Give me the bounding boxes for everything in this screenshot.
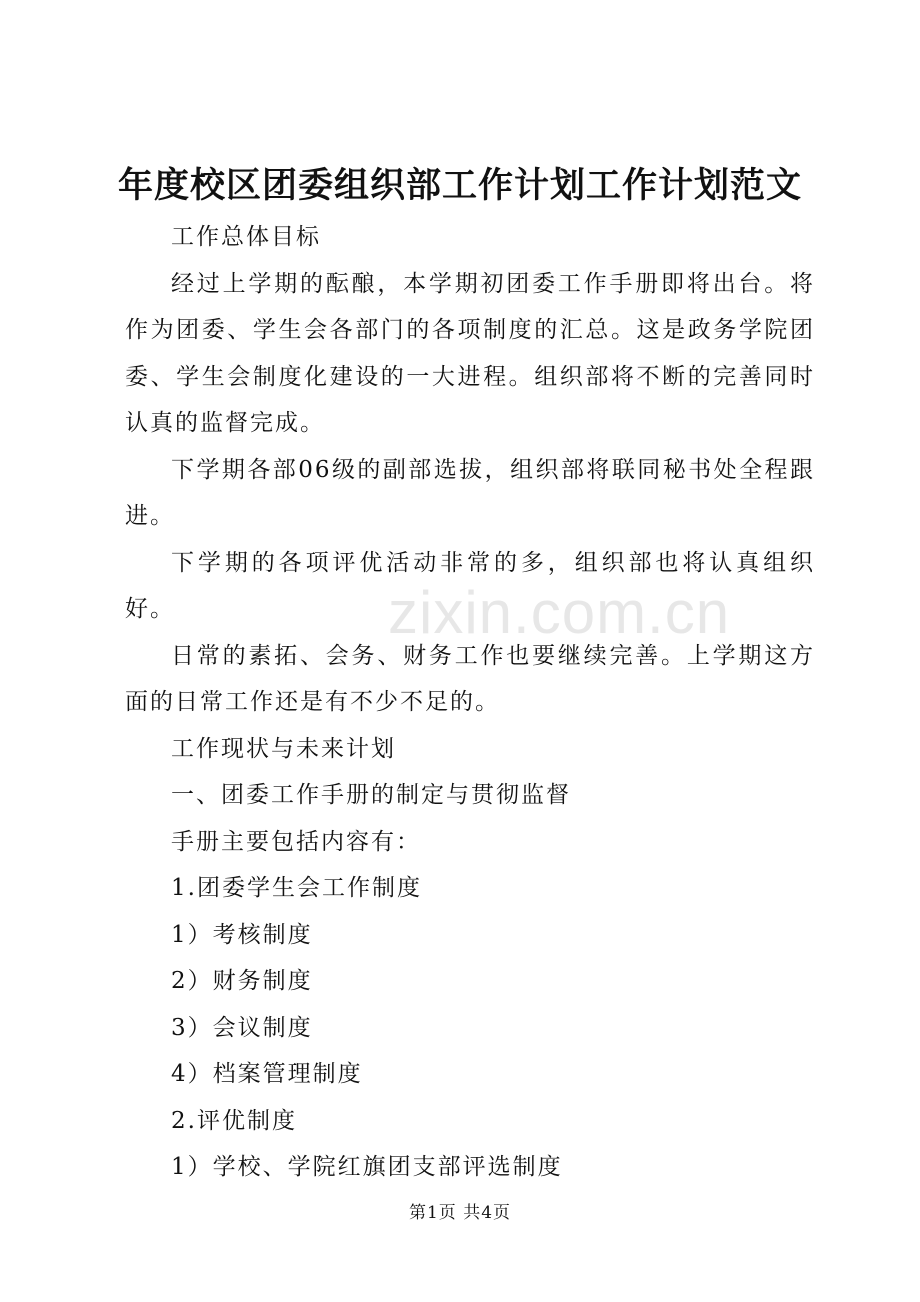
paragraph: 经过上学期的酝酿，本学期初团委工作手册即将出台。将作为团委、学生会各部门的各项制度的汇总。这是政务学院团委、学生会制度化建设的一大进程。组织部将不断的完善同时认真的监督完成。 bbox=[125, 270, 815, 436]
paragraph: 下学期的各项评优活动非常的多，组织部也将认真组织好。 bbox=[125, 549, 815, 622]
paragraph: 2.评优制度 bbox=[171, 1107, 297, 1134]
paragraph: 1）学校、学院红旗团支部评选制度 bbox=[171, 1154, 563, 1180]
paragraph: 下学期各部06级的副部选拔，组织部将联同秘书处全程跟进。 bbox=[125, 456, 815, 529]
paragraph: 2）财务制度 bbox=[171, 968, 313, 994]
paragraph: 3）会议制度 bbox=[171, 1014, 313, 1041]
paragraph: 4）档案管理制度 bbox=[171, 1061, 363, 1087]
paragraph: 日常的素拓、会务、财务工作也要继续完善。上学期这方面的日常工作还是有不少不足的。 bbox=[125, 642, 815, 715]
document-body bbox=[125, 214, 815, 1191]
paragraph: 工作总体目标 bbox=[171, 224, 321, 250]
paragraph: 1.团委学生会工作制度 bbox=[171, 875, 422, 901]
paragraph: 1）考核制度 bbox=[171, 921, 313, 948]
watermark: zixin.com.cn bbox=[388, 579, 731, 646]
document-title: 年度校区团委组织部工作计划工作计划范文 bbox=[117, 165, 802, 206]
paragraph: 手册主要包括内容有： bbox=[171, 828, 421, 855]
page-footer: 第1页 共4页 bbox=[408, 1203, 512, 1223]
paragraph: 工作现状与未来计划 bbox=[171, 735, 396, 762]
paragraph: 一、团委工作手册的制定与贯彻监督 bbox=[171, 782, 571, 808]
